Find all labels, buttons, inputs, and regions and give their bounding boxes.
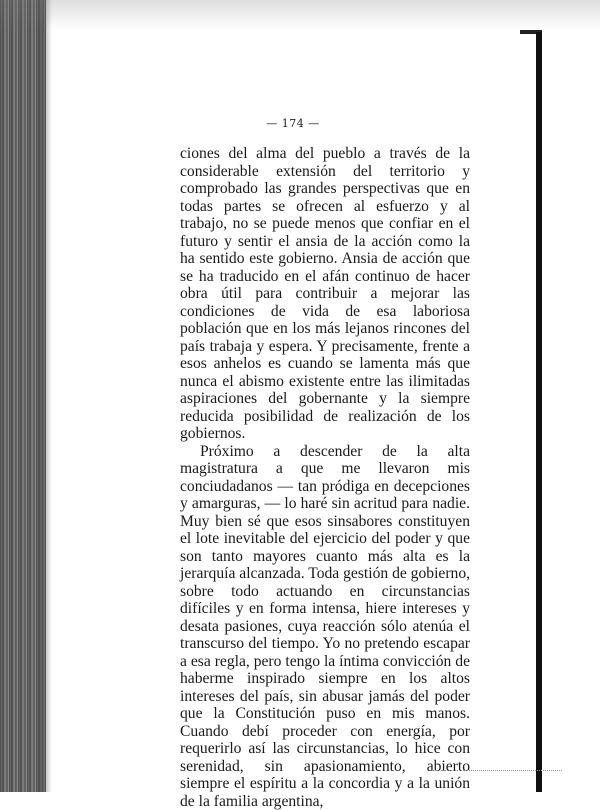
book-page [52, 0, 534, 792]
scan-artifact [432, 770, 562, 773]
paragraph: Próximo a descender de la alta magistratura a que me llevaron mis conciudadanos — tan pródiga en decepciones y amarguras, — lo haré sin acritud para nadie. Muy bien sé que esos sinsabores constituyen el lote inevitable del ejercicio del poder y que son tanto mayores cuanto más alta es la jerarquía alcanzada. Toda gestión de gobierno, sobre todo actuando en circunstancias difíciles y en forma intensa, hiere intereses y desata pasiones, cuya reacción sólo atenúa el transcurso del tiempo. Yo no pretendo escapar a esa regla, pero tengo la íntima convicción de haberme inspirado siempre en los altos intereses del país, sin abusar jamás del poder que la Constitución puso en mis manos. Cuando debí proceder con energía, por requerirlo así las circunstancias, lo hice con serenidad, sin apasionamiento, abierto siempre el espíritu a la concordia y a la unión de la familia argentina, [180, 443, 470, 810]
body-text [180, 145, 470, 810]
page-number: — 174 — [52, 117, 534, 130]
gutter-shadow [38, 0, 52, 792]
page-edge-right [536, 32, 542, 792]
paragraph-continued: ciones del alma del pueblo a través de la considerable extensión del territorio y comprobado las grandes perspectivas que en todas partes se ofrecen al esfuerzo y al trabajo, no se puede menos que confiar en el futuro y sentir el ansia de la acción como la ha sentido este gobierno. Ansia de acción que se ha traducido en el afán continuo de hacer obra útil para contribuir a mejorar las condiciones de vida de esa laboriosa población que en los más lejanos rincones del país trabaja y espera. Y precisamente, frente a esos anhelos es cuando se lamenta más que nunca el abismo existente entre las ilimitadas aspiraciones del gobernante y la siempre reducida posibilidad de realización de los gobiernos. [180, 145, 470, 443]
